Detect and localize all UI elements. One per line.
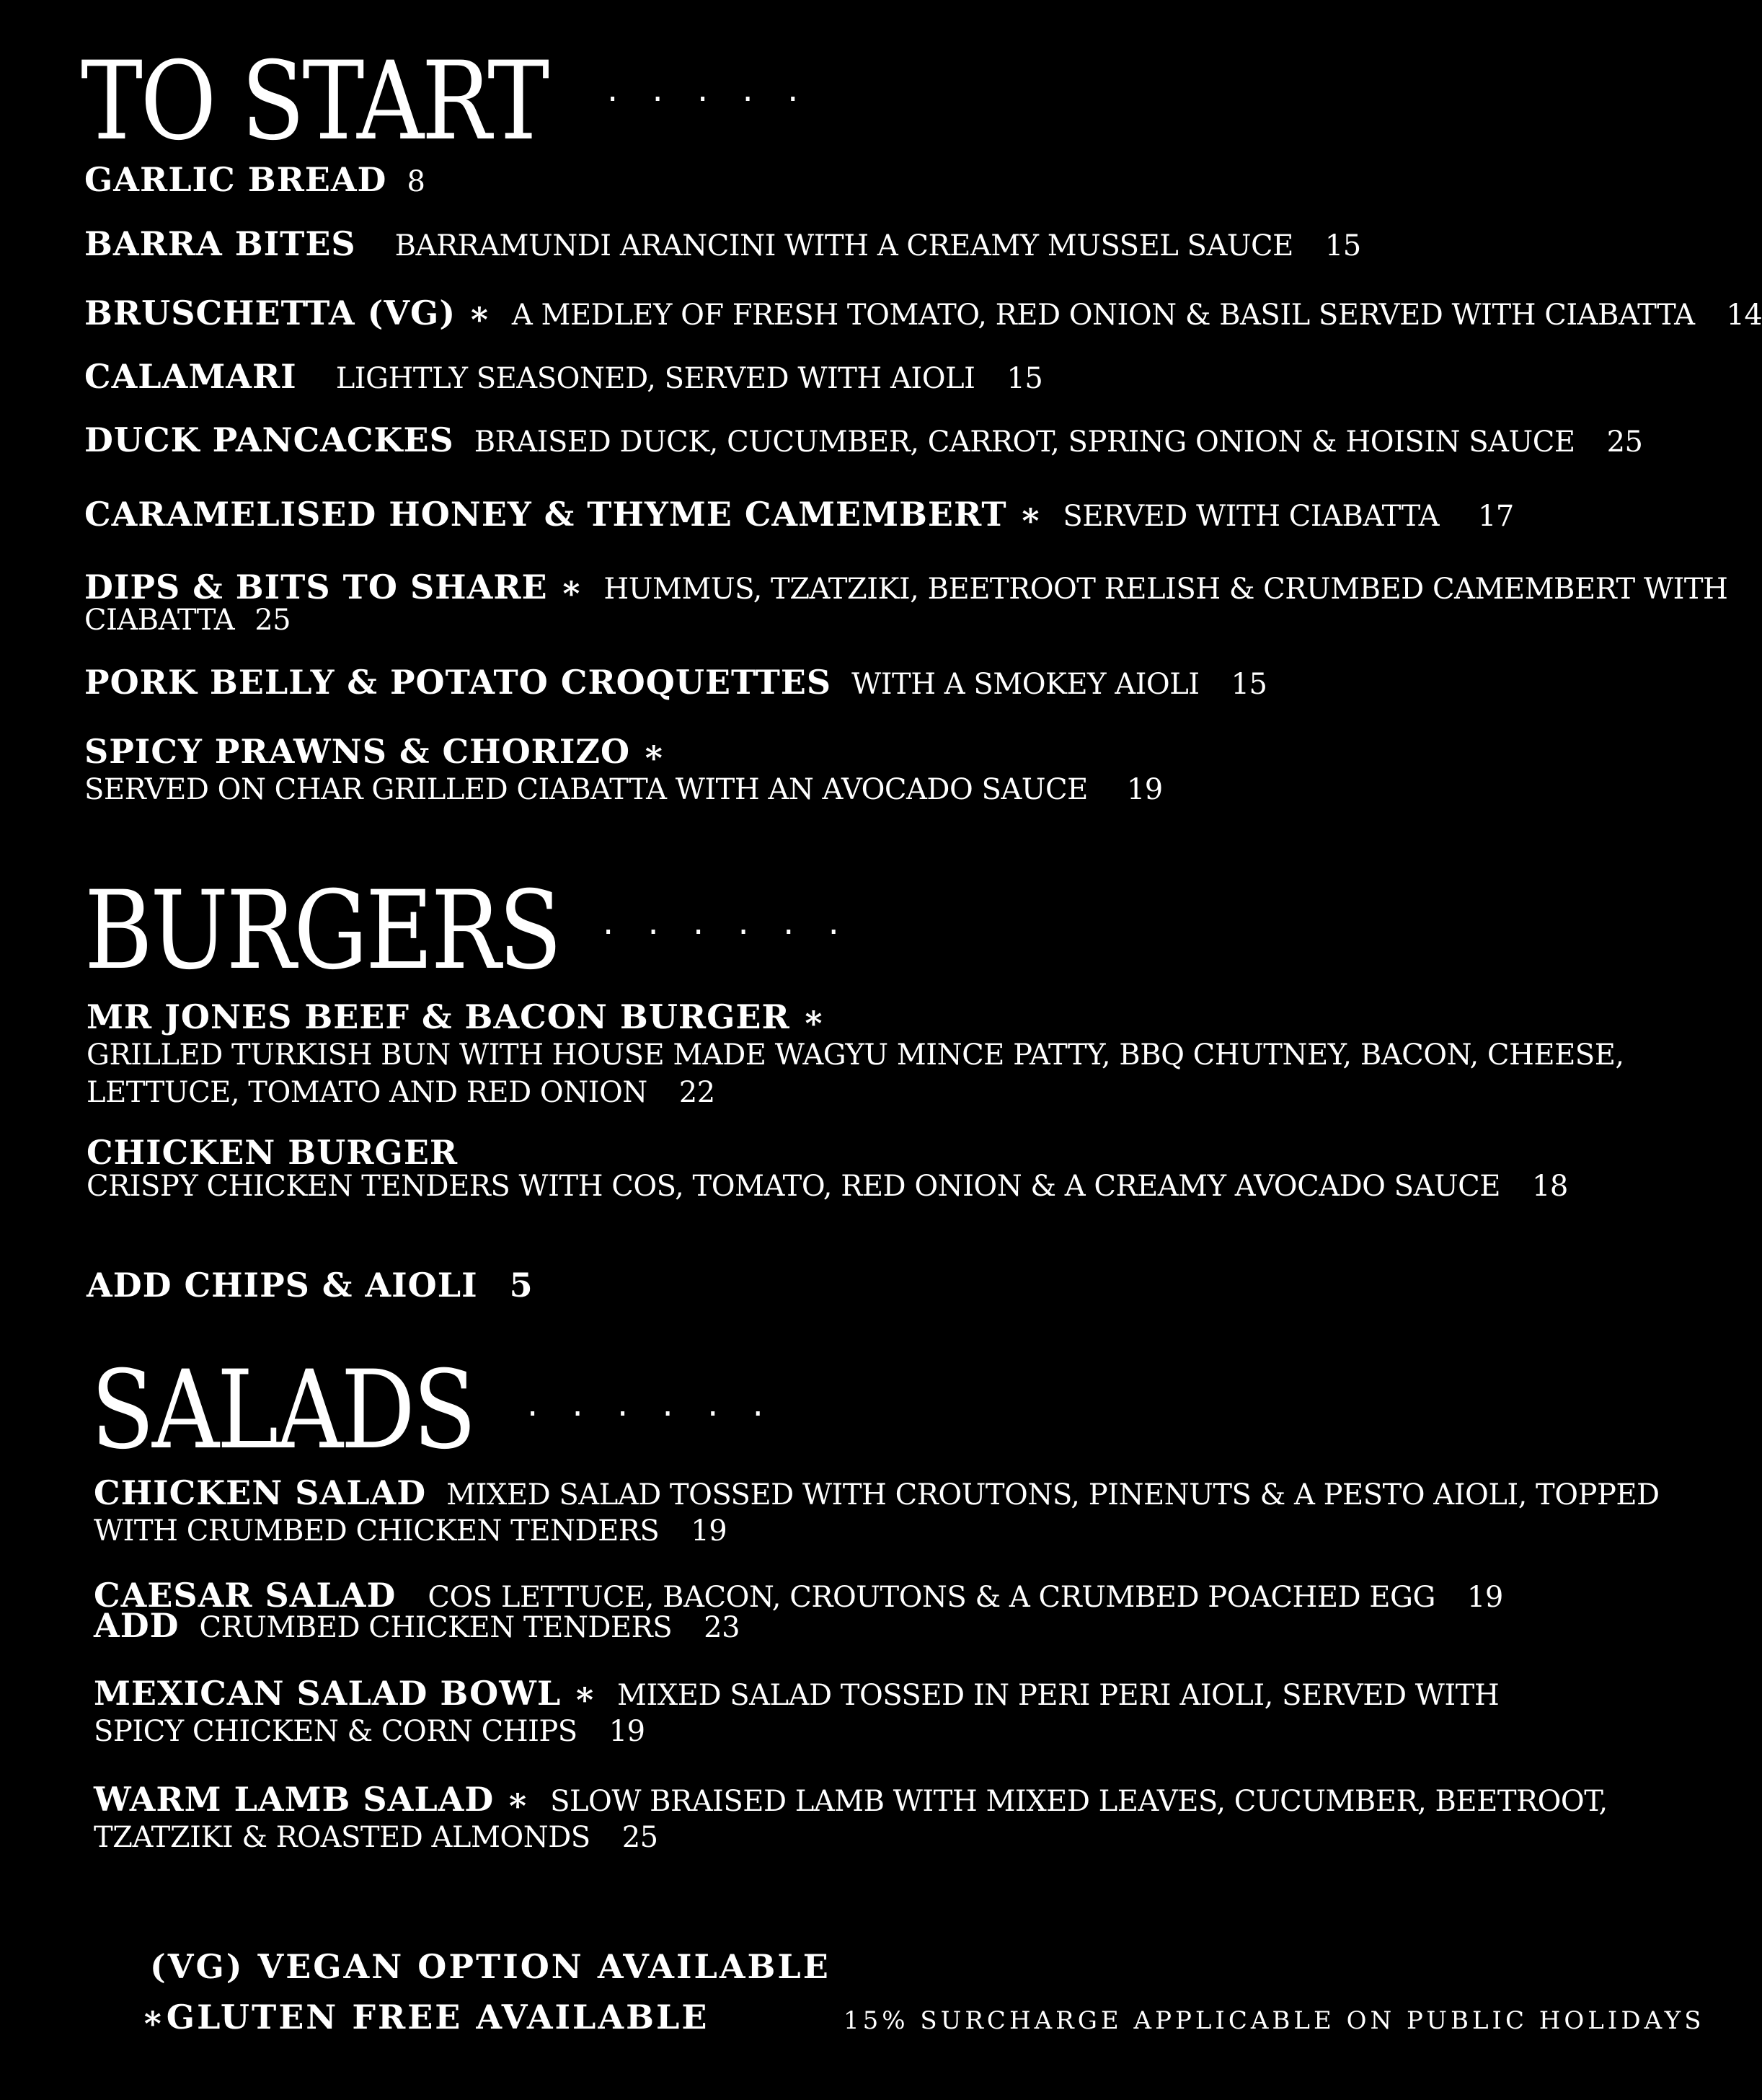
item-price: 18 bbox=[1531, 1170, 1568, 1203]
item-name: MR JONES BEEF & BACON BURGER ∗ bbox=[87, 997, 826, 1036]
burger-addon bbox=[87, 1266, 534, 1306]
item-name: SPICY PRAWNS & CHORIZO ∗ bbox=[84, 732, 666, 771]
item-price: 15 bbox=[1324, 229, 1361, 262]
addon-description: CRUMBED CHICKEN TENDERS bbox=[199, 1611, 673, 1644]
item-price: 14 bbox=[1726, 299, 1762, 332]
item-name: WARM LAMB SALAD ∗ bbox=[94, 1780, 531, 1819]
item-description: BRAISED DUCK, CUCUMBER, CARROT, SPRING ONION & HOISIN SAUCE bbox=[474, 425, 1575, 459]
section-title-to-start: TO START bbox=[81, 39, 547, 164]
menu-item-dips-and-bits bbox=[84, 568, 1727, 609]
item-description: MIXED SALAD TOSSED IN PERI PERI AIOLI, SERVED WITH bbox=[617, 1679, 1500, 1712]
item-price: 8 bbox=[407, 165, 425, 198]
item-description: WITH A SMOKEY AIOLI bbox=[851, 668, 1200, 701]
item-description: SPICY CHICKEN & CORN CHIPS bbox=[94, 1715, 577, 1748]
menu-item-mr-jones-burger bbox=[87, 997, 825, 1038]
item-description: LETTUCE, TOMATO AND RED ONION bbox=[87, 1076, 647, 1109]
addon-label: ADD CHIPS & AIOLI bbox=[87, 1266, 478, 1305]
menu-item-duck-pancackes bbox=[84, 420, 1642, 462]
item-name: MEXICAN SALAD BOWL ∗ bbox=[94, 1674, 598, 1713]
item-description: WITH CRUMBED CHICKEN TENDERS bbox=[94, 1514, 660, 1548]
title-dots: . . . . . bbox=[607, 69, 810, 110]
item-price: 17 bbox=[1477, 500, 1514, 533]
menu-item-spicy-prawns-desc bbox=[84, 769, 1163, 809]
item-price: 22 bbox=[678, 1076, 715, 1109]
vegan-legend: (VG) VEGAN OPTION AVAILABLE bbox=[150, 1947, 831, 1986]
item-name: CHICKEN BURGER bbox=[87, 1133, 459, 1172]
menu-item-chicken-salad bbox=[94, 1473, 1660, 1514]
section-title-salads: SALADS bbox=[91, 1348, 474, 1473]
menu-item-mexican-salad-bowl bbox=[94, 1674, 1499, 1715]
item-price: 19 bbox=[608, 1715, 645, 1748]
menu-item-camembert bbox=[84, 495, 1514, 536]
menu-item-barra-bites bbox=[84, 224, 1361, 265]
addon-price: 5 bbox=[509, 1266, 534, 1305]
section-title-burgers: BURGERS bbox=[84, 868, 560, 994]
item-price: 25 bbox=[621, 1821, 658, 1854]
menu-item-mexican-salad-cont bbox=[94, 1711, 645, 1751]
item-description: GRILLED TURKISH BUN WITH HOUSE MADE WAGYU MINCE PATTY, BBQ CHUTNEY, BACON, CHEESE, bbox=[87, 1038, 1624, 1072]
item-price: 25 bbox=[1606, 425, 1643, 459]
item-name: GARLIC BREAD bbox=[84, 160, 387, 199]
item-name: CHICKEN SALAD bbox=[94, 1473, 427, 1512]
gluten-free-legend: ∗GLUTEN FREE AVAILABLE bbox=[141, 1998, 709, 2037]
item-description: COS LETTUCE, BACON, CROUTONS & A CRUMBED POACHED EGG bbox=[428, 1581, 1435, 1614]
item-name: PORK BELLY & POTATO CROQUETTES bbox=[84, 663, 832, 702]
item-description: HUMMUS, TZATZIKI, BEETROOT RELISH & CRUMBED CAMEMBERT WITH bbox=[603, 573, 1728, 606]
surcharge-note: 15% SURCHARGE APPLICABLE ON PUBLIC HOLIDAYS bbox=[844, 2006, 1705, 2035]
menu-item-warm-lamb-salad bbox=[94, 1780, 1608, 1821]
item-price: 25 bbox=[254, 604, 291, 637]
menu-item-mr-jones-desc bbox=[87, 1035, 1624, 1075]
item-name: CALAMARI bbox=[84, 357, 297, 396]
menu-item-spicy-prawns bbox=[84, 732, 666, 772]
item-price: 19 bbox=[1126, 773, 1163, 806]
item-price: 19 bbox=[691, 1514, 727, 1548]
item-name: CARAMELISED HONEY & THYME CAMEMBERT ∗ bbox=[84, 495, 1043, 534]
menu-item-mr-jones-desc-cont bbox=[87, 1072, 715, 1112]
item-description: CRISPY CHICKEN TENDERS WITH COS, TOMATO, RED ONION & A CREAMY AVOCADO SAUCE bbox=[87, 1170, 1500, 1203]
menu-item-dips-and-bits-cont bbox=[84, 600, 291, 640]
menu-item-pork-belly bbox=[84, 663, 1267, 704]
item-name: DIPS & BITS TO SHARE ∗ bbox=[84, 568, 584, 606]
item-description: TZATZIKI & ROASTED ALMONDS bbox=[94, 1821, 590, 1854]
menu-item-bruschetta bbox=[84, 294, 1762, 335]
menu-item-calamari bbox=[84, 357, 1042, 398]
menu-item-caesar-addon bbox=[94, 1606, 740, 1647]
item-price: 19 bbox=[1466, 1581, 1503, 1614]
item-description: CIABATTA bbox=[84, 604, 235, 637]
item-price: 15 bbox=[1006, 362, 1043, 395]
item-description: SERVED WITH CIABATTA bbox=[1063, 500, 1439, 533]
addon-price: 23 bbox=[704, 1611, 740, 1644]
item-name: DUCK PANCACKES bbox=[84, 420, 454, 459]
item-description: BARRAMUNDI ARANCINI WITH A CREAMY MUSSEL SAUCE bbox=[394, 229, 1293, 262]
item-description: SERVED ON CHAR GRILLED CIABATTA WITH AN AVOCADO SAUCE bbox=[84, 773, 1088, 806]
addon-label: ADD bbox=[94, 1606, 180, 1645]
menu-item-warm-lamb-salad-cont bbox=[94, 1817, 658, 1857]
item-name: CAESAR SALAD bbox=[94, 1576, 397, 1615]
item-description: A MEDLEY OF FRESH TOMATO, RED ONION & BASIL SERVED WITH CIABATTA bbox=[511, 299, 1695, 332]
menu-item-chicken-burger-desc bbox=[87, 1166, 1568, 1206]
item-price: 15 bbox=[1231, 668, 1267, 701]
item-name: BRUSCHETTA (VG) ∗ bbox=[84, 294, 492, 332]
item-description: MIXED SALAD TOSSED WITH CROUTONS, PINENUTS & A PESTO AIOLI, TOPPED bbox=[446, 1478, 1660, 1512]
menu-item-garlic-bread bbox=[84, 160, 425, 201]
title-dots: . . . . . . bbox=[603, 902, 851, 943]
item-name: BARRA BITES bbox=[84, 224, 356, 263]
item-description: LIGHTLY SEASONED, SERVED WITH AIOLI bbox=[335, 362, 975, 395]
item-description: SLOW BRAISED LAMB WITH MIXED LEAVES, CUCUMBER, BEETROOT, bbox=[550, 1785, 1608, 1818]
title-dots: . . . . . . bbox=[527, 1384, 775, 1424]
menu-item-chicken-salad-cont bbox=[94, 1511, 727, 1550]
